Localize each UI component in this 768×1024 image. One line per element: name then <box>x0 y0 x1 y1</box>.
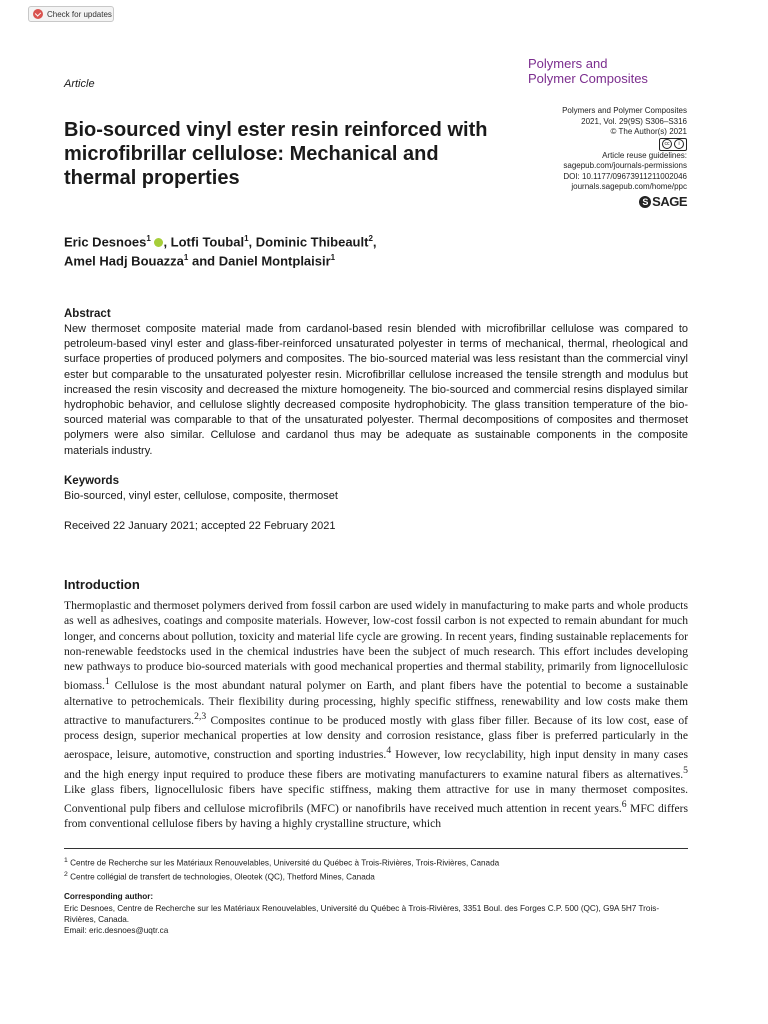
check-icon <box>33 9 43 19</box>
journal-link[interactable]: journals.sagepub.com/home/ppc <box>571 182 687 191</box>
check-for-updates-badge[interactable] <box>28 6 114 22</box>
citation[interactable]: 1 <box>104 676 110 688</box>
citation[interactable]: 6 <box>621 799 627 810</box>
badge-label: Check for updates <box>47 9 112 19</box>
author-list: Eric Desnoes$^1$ , Lotfi Toubal$^1$, Dominic Thibeault$^2$, Amel Hadj Bouazza$^1$ and Daniel Montplaisir$^1$ <box>64 234 377 269</box>
introduction-text: Thermoplastic and thermoset polymers derived from fossil carbon are used widely in manufacturing to make parts and whole products as well as adhesives, coatings and composite materials. However, low-cost fossil carbon is not expected to remain abundant for much longer, and concerns about pollution, toxicity and material life cycle are growing. In recent years, finding sustainable replacements for non-renewable feedstocks used in the chemical industries have been the subject of much research. This effort includes developing new pathways to produce bio-sourced materials with good mechanical properties and thermal stability, primarily from lignocellulosic biomass.$^1$ Cellulose is the most abundant natural polymer on Earth, and plant fibers have the potential to become a sustainable alternative to petrochemicals. Their flexibility during processing, highly specific stiffness, renewability and low costs make them attractive to manufacturers.$^{2,3}$ Composites continue to be produced mostly with glass fiber filler. Because of its low cost, ease of process design, superior mechanical properties at low density and corrosion resistance, glass fiber is preferred particularly in the aerospace, leisure, automotive, construction and sporting industries.$^4$ However, low recyclability, high input density in many cases and the high energy input required to produce these fibers are motivating manufacturers to examine natural fibers as alternatives.$^5$ Like glass fibers, lignocellulosic fibers have specific stiffness, making them attractive for use in many thermoset composites. Conventional pulp fibers and cellulose microfibrils (MFC) or nanofibrils have received much attention in recent years.$^6$ MFC differs from conventional cellulose fibers by having a highly crystalline structure, which <box>64 599 688 831</box>
sage-logo: S SAGE <box>639 194 687 209</box>
corresponding-author-heading: Corresponding author: <box>64 892 154 901</box>
author-email[interactable]: Email: eric.desnoes@uqtr.ca <box>64 926 169 935</box>
citation[interactable]: 5 <box>683 764 688 776</box>
affiliation-2: $^2$ Centre collégial de transfert de technologies, Oleotek (QC), Thetford Mines, Canada <box>64 870 375 882</box>
affiliation-1: $^1$ Centre de Recherche sur les Matériaux Renouvelables, Université du Québec à Trois-Rivières, Trois-Rivières, Canada <box>64 857 500 868</box>
introduction-heading: Introduction <box>64 577 140 592</box>
abstract-text: New thermoset composite material made from cardanol-based resin blended with microfibrillar cellulose was compared to petroleum-based vinyl ester and glass-fiber-reinforced unsaturated polyester in terms of mechanical, thermal, rheological and surface properties of produced polymers and composites. The bio-sourced material was less resistant than the commercial vinyl ester but comparable to the unsaturated polyester resin. Microfibrillar cellulose increased the tensile strength and modulus but increased the resin viscosity and decreased the mixture homogeneity. The bio-sourced and commercial resins displayed similar hydrophobic behavior, and cellulose slightly decreased composite hydrophobicity. The glass transition temperature of the bio-sourced material was comparable to that of the unsaturated polyester. Thermal decompositions of composites and thermoset polymers were also similar. Cellulose and cardanol thus may be adequate as sustainable components in the composite materials industry. <box>64 323 688 457</box>
doi-link[interactable]: DOI: 10.1177/09673911211002046 <box>563 171 687 181</box>
journal-name: Polymers and Polymer Composites <box>528 56 648 86</box>
publication-meta: Polymers and Polymer Composites 2021, Vol. 29(9S) S306–S316 © The Author(s) 2021 cc i Article reuse guidelines: sagepub.com/journals-permissions DOI: 10.1177/09673911211002046 journals.sagepub.com/home/ppc <box>467 106 687 193</box>
creative-commons-icon: cc i <box>659 138 687 151</box>
footnote-divider <box>64 848 688 849</box>
abstract-heading: Abstract <box>64 308 111 320</box>
received-dates: Received 22 January 2021; accepted 22 February 2021 <box>64 520 336 532</box>
affiliations <box>64 855 688 882</box>
permissions-link[interactable]: sagepub.com/journals-permissions <box>563 161 687 170</box>
paper-title: Bio-sourced vinyl ester resin reinforced with microfibrillar cellulose: Mechanical and thermal properties <box>64 119 488 189</box>
keywords-heading: Keywords <box>64 475 119 487</box>
sage-logo-icon: S <box>639 196 651 208</box>
citation[interactable]: 2,3 <box>194 710 207 722</box>
article-type: Article <box>64 78 95 90</box>
keywords-text: Bio-sourced, vinyl ester, cellulose, composite, thermoset <box>64 490 338 502</box>
citation[interactable]: 4 <box>386 745 392 757</box>
corresponding-author-details: Eric Desnoes, Centre de Recherche sur les Matériaux Renouvelables, Université du Québec à Trois-Rivières, 3351 Boul. des Forges C.P. 500 (QC), G9A 5H7 Trois-Rivières, Canada. Email: eric.desnoes@uqtr.ca <box>64 903 688 936</box>
